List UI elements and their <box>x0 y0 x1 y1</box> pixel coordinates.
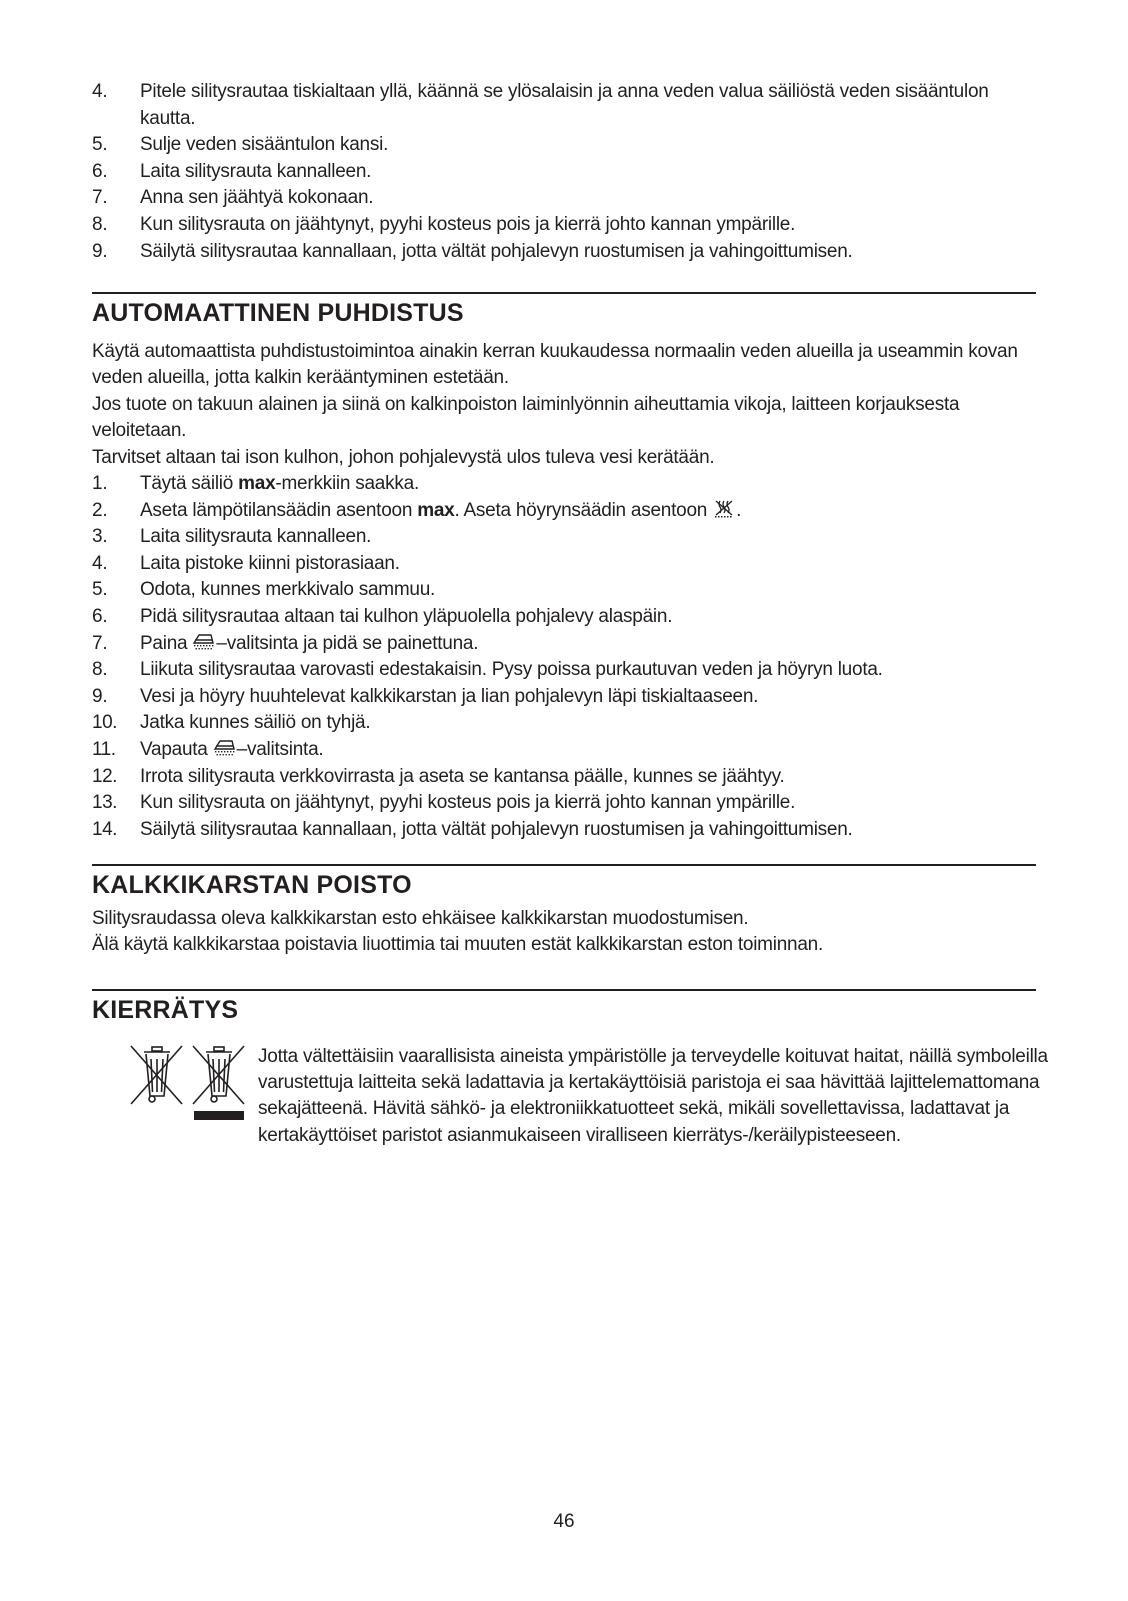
no-steam-icon <box>712 499 736 519</box>
black-bar-icon <box>194 1111 244 1120</box>
descale-heading: KALKKIKARSTAN POISTO <box>92 871 412 899</box>
list-item: 9. Säilytä silitysrautaa kannallaan, jotta vältät pohjalevyn ruostumisen ja vahingoittumisen. <box>92 240 853 262</box>
list-item: 8. Kun silitysrauta on jäähtynyt, pyyhi kosteus pois ja kierrä johto kannan ympärille. <box>92 213 796 235</box>
list-item: 14. Säilytä silitysrautaa kannallaan, jotta vältät pohjalevyn ruostumisen ja vahingoittumisen. <box>92 818 853 840</box>
list-item: 6. Laita silitysrauta kannalleen. <box>92 160 372 182</box>
recycling-text: Jotta vältettäisiin vaarallisista aineista ympäristölle ja terveydelle koituvat haitat, näillä symboleilla varustettuja laitteita sekä ladattavia ja kertakäyttöisiä paristoja ei saa hävittää lajittelemattomana sekajätteenä. Hävitä sähkö- ja elektroniikkatuotteet sekä, mikäli sovellettavissa, ladattavat ja kertakäyttöiset paristot asianmukaiseen viralliseen kierrätys-/keräilypisteeseen. <box>258 1046 1048 1146</box>
list-item: 4. Laita pistoke kiinni pistorasiaan. <box>92 552 400 574</box>
auto-clean-heading: AUTOMAATTINEN PUHDISTUS <box>92 299 464 327</box>
intro-steps-list <box>92 79 1032 265</box>
list-item: 5. Odota, kunnes merkkivalo sammuu. <box>92 579 436 601</box>
paragraph: Tarvitset altaan tai ison kulhon, johon pohjalevystä ulos tuleva vesi kerätään. <box>92 446 715 468</box>
self-clean-icon <box>213 738 237 758</box>
list-item: 5. Sulje veden sisääntulon kansi. <box>92 134 389 156</box>
list-item: 12. Irrota silitysrauta verkkovirrasta ja aseta se kantansa päälle, kunnes se jäähtyy. <box>92 765 785 787</box>
list-item: 2. Aseta lämpötilansäädin asentoon max. Aseta höyrynsäädin asentoon . <box>92 499 742 521</box>
crossed-out-bin-icon <box>131 1046 182 1104</box>
list-item: 1. Täytä säiliö max-merkkiin saakka. <box>92 473 419 495</box>
list-item: 9. Vesi ja höyry huuhtelevat kalkkikarstan ja lian pohjalevyn läpi tiskialtaaseen. <box>92 685 759 707</box>
auto-clean-steps-list <box>92 471 1036 843</box>
section-divider <box>92 989 1036 991</box>
section-divider <box>92 864 1036 866</box>
auto-clean-section <box>92 339 1036 843</box>
paragraph: Käytä automaattista puhdistustoimintoa ainakin kerran kuukaudessa normaalin veden alueilla ja useammin kovan veden alueilla, jotta kalkin kerääntyminen estetään. <box>92 341 1018 389</box>
paragraph: Älä käytä kalkkikarstaa poistavia liuottimia tai muuten estät kalkkikarstan eston toiminnan. <box>92 934 824 956</box>
list-item: 13. Kun silitysrauta on jäähtynyt, pyyhi kosteus pois ja kierrä johto kannan ympärille. <box>92 792 796 814</box>
crossed-out-bin-with-bar-icon <box>193 1046 244 1104</box>
recycling-heading: KIERRÄTYS <box>92 996 239 1024</box>
paragraph: Silitysraudassa oleva kalkkikarstan esto ehkäisee kalkkikarstan muodostumisen. <box>92 908 749 929</box>
self-clean-icon <box>192 632 216 652</box>
list-item: 7. Paina –valitsinta ja pidä se painettuna. <box>92 632 479 654</box>
descale-section <box>92 906 1036 959</box>
page-number: 46 <box>553 1511 575 1532</box>
weee-symbols <box>130 1044 246 1122</box>
paragraph: Jos tuote on takuun alainen ja siinä on kalkinpoiston laiminlyönnin aiheuttamia vikoja, laitteen korjauksesta veloitetaan. <box>92 393 960 442</box>
list-item: 8. Liikuta silitysrautaa varovasti edestakaisin. Pysy poissa purkautuvan veden ja höyryn luota. <box>92 659 883 681</box>
list-item: 7. Anna sen jäähtyä kokonaan. <box>92 187 374 209</box>
list-item: 6. Pidä silitysrautaa altaan tai kulhon yläpuolella pohjalevy alaspäin. <box>92 606 673 627</box>
list-item: 11. Vapauta –valitsinta. <box>92 738 324 760</box>
list-item: 4. Pitele silitysrautaa tiskialtaan yllä, käännä se ylösalaisin ja anna veden valua säiliöstä veden sisääntulon kautta. <box>92 81 989 129</box>
list-item: 3. Laita silitysrauta kannalleen. <box>92 526 372 548</box>
section-divider <box>92 292 1036 294</box>
list-item: 10. Jatka kunnes säiliö on tyhjä. <box>92 712 371 734</box>
